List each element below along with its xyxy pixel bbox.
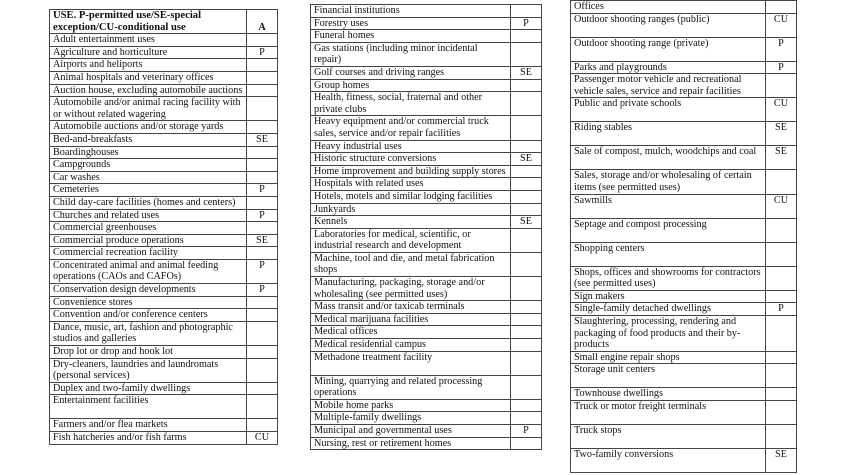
status-cell: CU [247,432,278,445]
status-cell: P [511,17,542,30]
use-cell: Municipal and governmental uses [311,425,511,438]
use-cell: Heavy industrial uses [311,140,511,153]
use-cell: Group homes [311,79,511,92]
status-cell: P [247,284,278,297]
status-cell [766,424,797,448]
status-cell [511,301,542,314]
status-cell: P [247,184,278,197]
use-cell: Agriculture and horticulture [50,46,247,59]
use-cell: Multiple-family dwellings [311,412,511,425]
status-cell [766,170,797,194]
use-cell: Entertainment facilities [50,395,247,419]
status-cell: P [247,209,278,222]
use-cell: Medical marijuana facilities [311,313,511,326]
status-cell [511,351,542,375]
status-cell [766,218,797,242]
status-cell: P [511,425,542,438]
table-row [311,252,542,276]
table-row [50,71,278,84]
use-cell: Financial institutions [311,5,511,18]
status-cell: SE [766,146,797,170]
use-cell: Nursing, rest or retirement homes [311,437,511,450]
table-row [50,321,278,345]
table-row [311,412,542,425]
status-cell: CU [766,13,797,37]
table-row [50,284,278,297]
use-cell: Farmers and/or flea markets [50,419,247,432]
status-cell [511,5,542,18]
table-row [50,222,278,235]
status-cell [511,92,542,116]
use-cell: Junkyards [311,203,511,216]
table-row [571,351,797,364]
status-cell [247,196,278,209]
status-cell [247,159,278,172]
use-cell: Shops, offices and showrooms for contractors (see permitted uses) [571,266,766,290]
use-cell: Sign makers [571,290,766,303]
status-cell [247,84,278,97]
use-cell: Commercial recreation facility [50,247,247,260]
status-cell: SE [247,234,278,247]
status-cell [766,315,797,351]
use-cell: Cemeteries [50,184,247,197]
table-row [311,17,542,30]
table-row [50,382,278,395]
use-cell: Auction house, excluding automobile auctions [50,84,247,97]
status-cell [766,400,797,424]
status-cell: P [247,259,278,283]
use-cell: Sale of compost, mulch, woodchips and coal [571,146,766,170]
use-cell: Adult entertainment uses [50,34,247,47]
use-cell: Home improvement and building supply stores [311,165,511,178]
table-row [571,448,797,472]
table-row [571,61,797,74]
use-cell: Automobile and/or animal racing facility with or without related wagering [50,97,247,121]
table-row [311,277,542,301]
use-cell: Offices [571,1,766,14]
use-cell: Duplex and two-family dwellings [50,382,247,395]
status-cell [511,375,542,399]
status-cell: SE [766,448,797,472]
table-row [311,326,542,339]
table-row [50,146,278,159]
table-row [571,122,797,146]
use-cell: Airports and heliports [50,59,247,72]
table-row [311,79,542,92]
table-row [50,171,278,184]
table-row [50,34,278,47]
table-row [571,146,797,170]
status-cell: CU [766,194,797,218]
table-row [50,296,278,309]
use-cell: Hospitals with related uses [311,178,511,191]
table-row [311,178,542,191]
use-cell: Truck or motor freight terminals [571,400,766,424]
status-cell [511,116,542,140]
table-row [571,218,797,242]
use-cell: Health, fitness, social, fraternal and other private clubs [311,92,511,116]
use-table-column-3 [570,0,797,473]
table-row [571,424,797,448]
use-cell: Dance, music, art, fashion and photographic studios and galleries [50,321,247,345]
use-cell: Sales, storage and/or wholesaling of certain items (see permitted uses) [571,170,766,194]
table-row [571,303,797,316]
table-row [311,116,542,140]
use-cell: Mining, quarrying and related processing operations [311,375,511,399]
table-row [311,399,542,412]
use-cell: Mobile home parks [311,399,511,412]
table-row [311,301,542,314]
table-row [50,358,278,382]
use-cell: Car washes [50,171,247,184]
status-cell [511,437,542,450]
status-cell [247,71,278,84]
table-row [50,209,278,222]
table-row [50,395,278,419]
use-cell: Public and private schools [571,98,766,122]
table-row [571,315,797,351]
table-row [571,400,797,424]
status-cell [247,121,278,134]
use-cell: Passenger motor vehicle and recreational vehicle sales, service and repair facilities [571,74,766,98]
status-cell [766,388,797,401]
use-cell: Commercial produce operations [50,234,247,247]
table-row [571,266,797,290]
table-row [311,216,542,229]
table-row [311,165,542,178]
table-row [311,42,542,66]
table-row [50,59,278,72]
table-row [571,1,797,14]
status-cell [511,140,542,153]
table-row [571,290,797,303]
status-cell: P [247,46,278,59]
use-cell: Single-family detached dwellings [571,303,766,316]
status-cell [511,252,542,276]
table-row [311,339,542,352]
status-cell [511,178,542,191]
status-cell [511,30,542,43]
use-cell: Commercial greenhouses [50,222,247,235]
status-cell [247,222,278,235]
status-cell [511,412,542,425]
status-cell: SE [511,66,542,79]
table-row [571,242,797,266]
use-cell: Animal hospitals and veterinary offices [50,71,247,84]
status-cell [247,34,278,47]
status-cell [247,321,278,345]
status-cell [247,309,278,322]
use-cell: Convention and/or conference centers [50,309,247,322]
use-cell: Child day-care facilities (homes and centers) [50,196,247,209]
use-cell: Outdoor shooting ranges (public) [571,13,766,37]
status-cell [511,339,542,352]
status-cell [511,228,542,252]
status-cell [247,395,278,419]
use-table-column-2 [310,4,542,450]
status-cell: SE [766,122,797,146]
status-cell: P [766,37,797,61]
use-cell: Parks and playgrounds [571,61,766,74]
table-row [571,194,797,218]
use-header: USE. P-permitted use/SE-special exception/CU-conditional use [50,10,247,34]
use-cell: Truck stops [571,424,766,448]
table-row [311,437,542,450]
status-cell [766,74,797,98]
table-row [50,419,278,432]
status-cell: SE [247,133,278,146]
use-cell: Outdoor shooting range (private) [571,37,766,61]
table-row [50,184,278,197]
status-cell [511,203,542,216]
status-cell [511,277,542,301]
use-cell: Golf courses and driving ranges [311,66,511,79]
use-cell: Sawmills [571,194,766,218]
table-row [311,30,542,43]
status-cell: CU [766,98,797,122]
use-cell: Automobile auctions and/or storage yards [50,121,247,134]
status-cell [766,351,797,364]
use-cell: Campgrounds [50,159,247,172]
status-cell [247,146,278,159]
use-cell: Funeral homes [311,30,511,43]
status-cell [247,358,278,382]
use-cell: Convenience stores [50,296,247,309]
status-cell: P [766,303,797,316]
use-cell: Forestry uses [311,17,511,30]
status-cell [766,242,797,266]
status-cell: P [766,61,797,74]
use-cell: Medical residential campus [311,339,511,352]
use-cell: Septage and compost processing [571,218,766,242]
use-cell: Bed-and-breakfasts [50,133,247,146]
table-row [311,66,542,79]
status-cell [247,247,278,260]
table-row [50,196,278,209]
use-cell: Shopping centers [571,242,766,266]
table-row [571,37,797,61]
table-row [311,228,542,252]
use-cell: Townhouse dwellings [571,388,766,401]
status-cell: SE [511,153,542,166]
use-cell: Concentrated animal and animal feeding operations (CAOs and CAFOs) [50,259,247,283]
status-cell [247,346,278,359]
table-row [50,133,278,146]
status-cell [766,266,797,290]
table-row [50,121,278,134]
table-row [50,247,278,260]
use-cell: Machine, tool and die, and metal fabrication shops [311,252,511,276]
use-cell: Hotels, motels and similar lodging facilities [311,190,511,203]
use-cell: Two-family conversions [571,448,766,472]
status-cell [247,382,278,395]
table-row [311,153,542,166]
table-row [50,84,278,97]
use-cell: Dry-cleaners, laundries and laundromats (personal services) [50,358,247,382]
table-row [311,351,542,375]
table-row [571,98,797,122]
use-cell: Methadone treatment facility [311,351,511,375]
use-cell: Gas stations (including minor incidental repair) [311,42,511,66]
status-cell [511,313,542,326]
table-row [50,97,278,121]
status-cell [247,419,278,432]
status-cell [766,1,797,14]
use-cell: Laboratories for medical, scientific, or industrial research and development [311,228,511,252]
use-cell: Storage unit centers [571,364,766,388]
use-cell: Kennels [311,216,511,229]
table-row [311,203,542,216]
table-row [50,432,278,445]
status-cell [247,59,278,72]
table-row [311,140,542,153]
use-cell: Manufacturing, packaging, storage and/or wholesaling (see permitted uses) [311,277,511,301]
use-cell: Mass transit and/or taxicab terminals [311,301,511,314]
table-row [311,92,542,116]
use-cell: Heavy equipment and/or commercial truck sales, service and/or repair facilities [311,116,511,140]
use-cell: Medical offices [311,326,511,339]
table-row [311,190,542,203]
table-row [571,13,797,37]
status-cell [247,171,278,184]
table-header-row [50,10,278,34]
status-cell: SE [511,216,542,229]
use-cell: Drop lot or drop and hook lot [50,346,247,359]
table-row [571,364,797,388]
use-cell: Slaughtering, processing, rendering and packaging of food products and their by-products [571,315,766,351]
use-cell: Small engine repair shops [571,351,766,364]
table-row [50,46,278,59]
table-row [571,388,797,401]
table-row [311,313,542,326]
table-row [311,5,542,18]
table-row [571,170,797,194]
status-cell [766,290,797,303]
table-row [50,309,278,322]
table-row [50,159,278,172]
use-cell: Riding stables [571,122,766,146]
status-cell [511,42,542,66]
status-cell [247,97,278,121]
table-row [50,346,278,359]
table-row [50,234,278,247]
table-row [50,259,278,283]
status-cell [511,326,542,339]
district-header: A [247,10,278,34]
use-table-column-1 [49,9,278,445]
status-cell [511,399,542,412]
use-cell: Boardinghouses [50,146,247,159]
status-cell [511,165,542,178]
use-cell: Churches and related uses [50,209,247,222]
use-cell: Historic structure conversions [311,153,511,166]
status-cell [511,79,542,92]
table-row [571,74,797,98]
table-row [311,375,542,399]
use-cell: Conservation design developments [50,284,247,297]
table-row [311,425,542,438]
status-cell [766,364,797,388]
use-cell: Fish hatcheries and/or fish farms [50,432,247,445]
status-cell [511,190,542,203]
status-cell [247,296,278,309]
